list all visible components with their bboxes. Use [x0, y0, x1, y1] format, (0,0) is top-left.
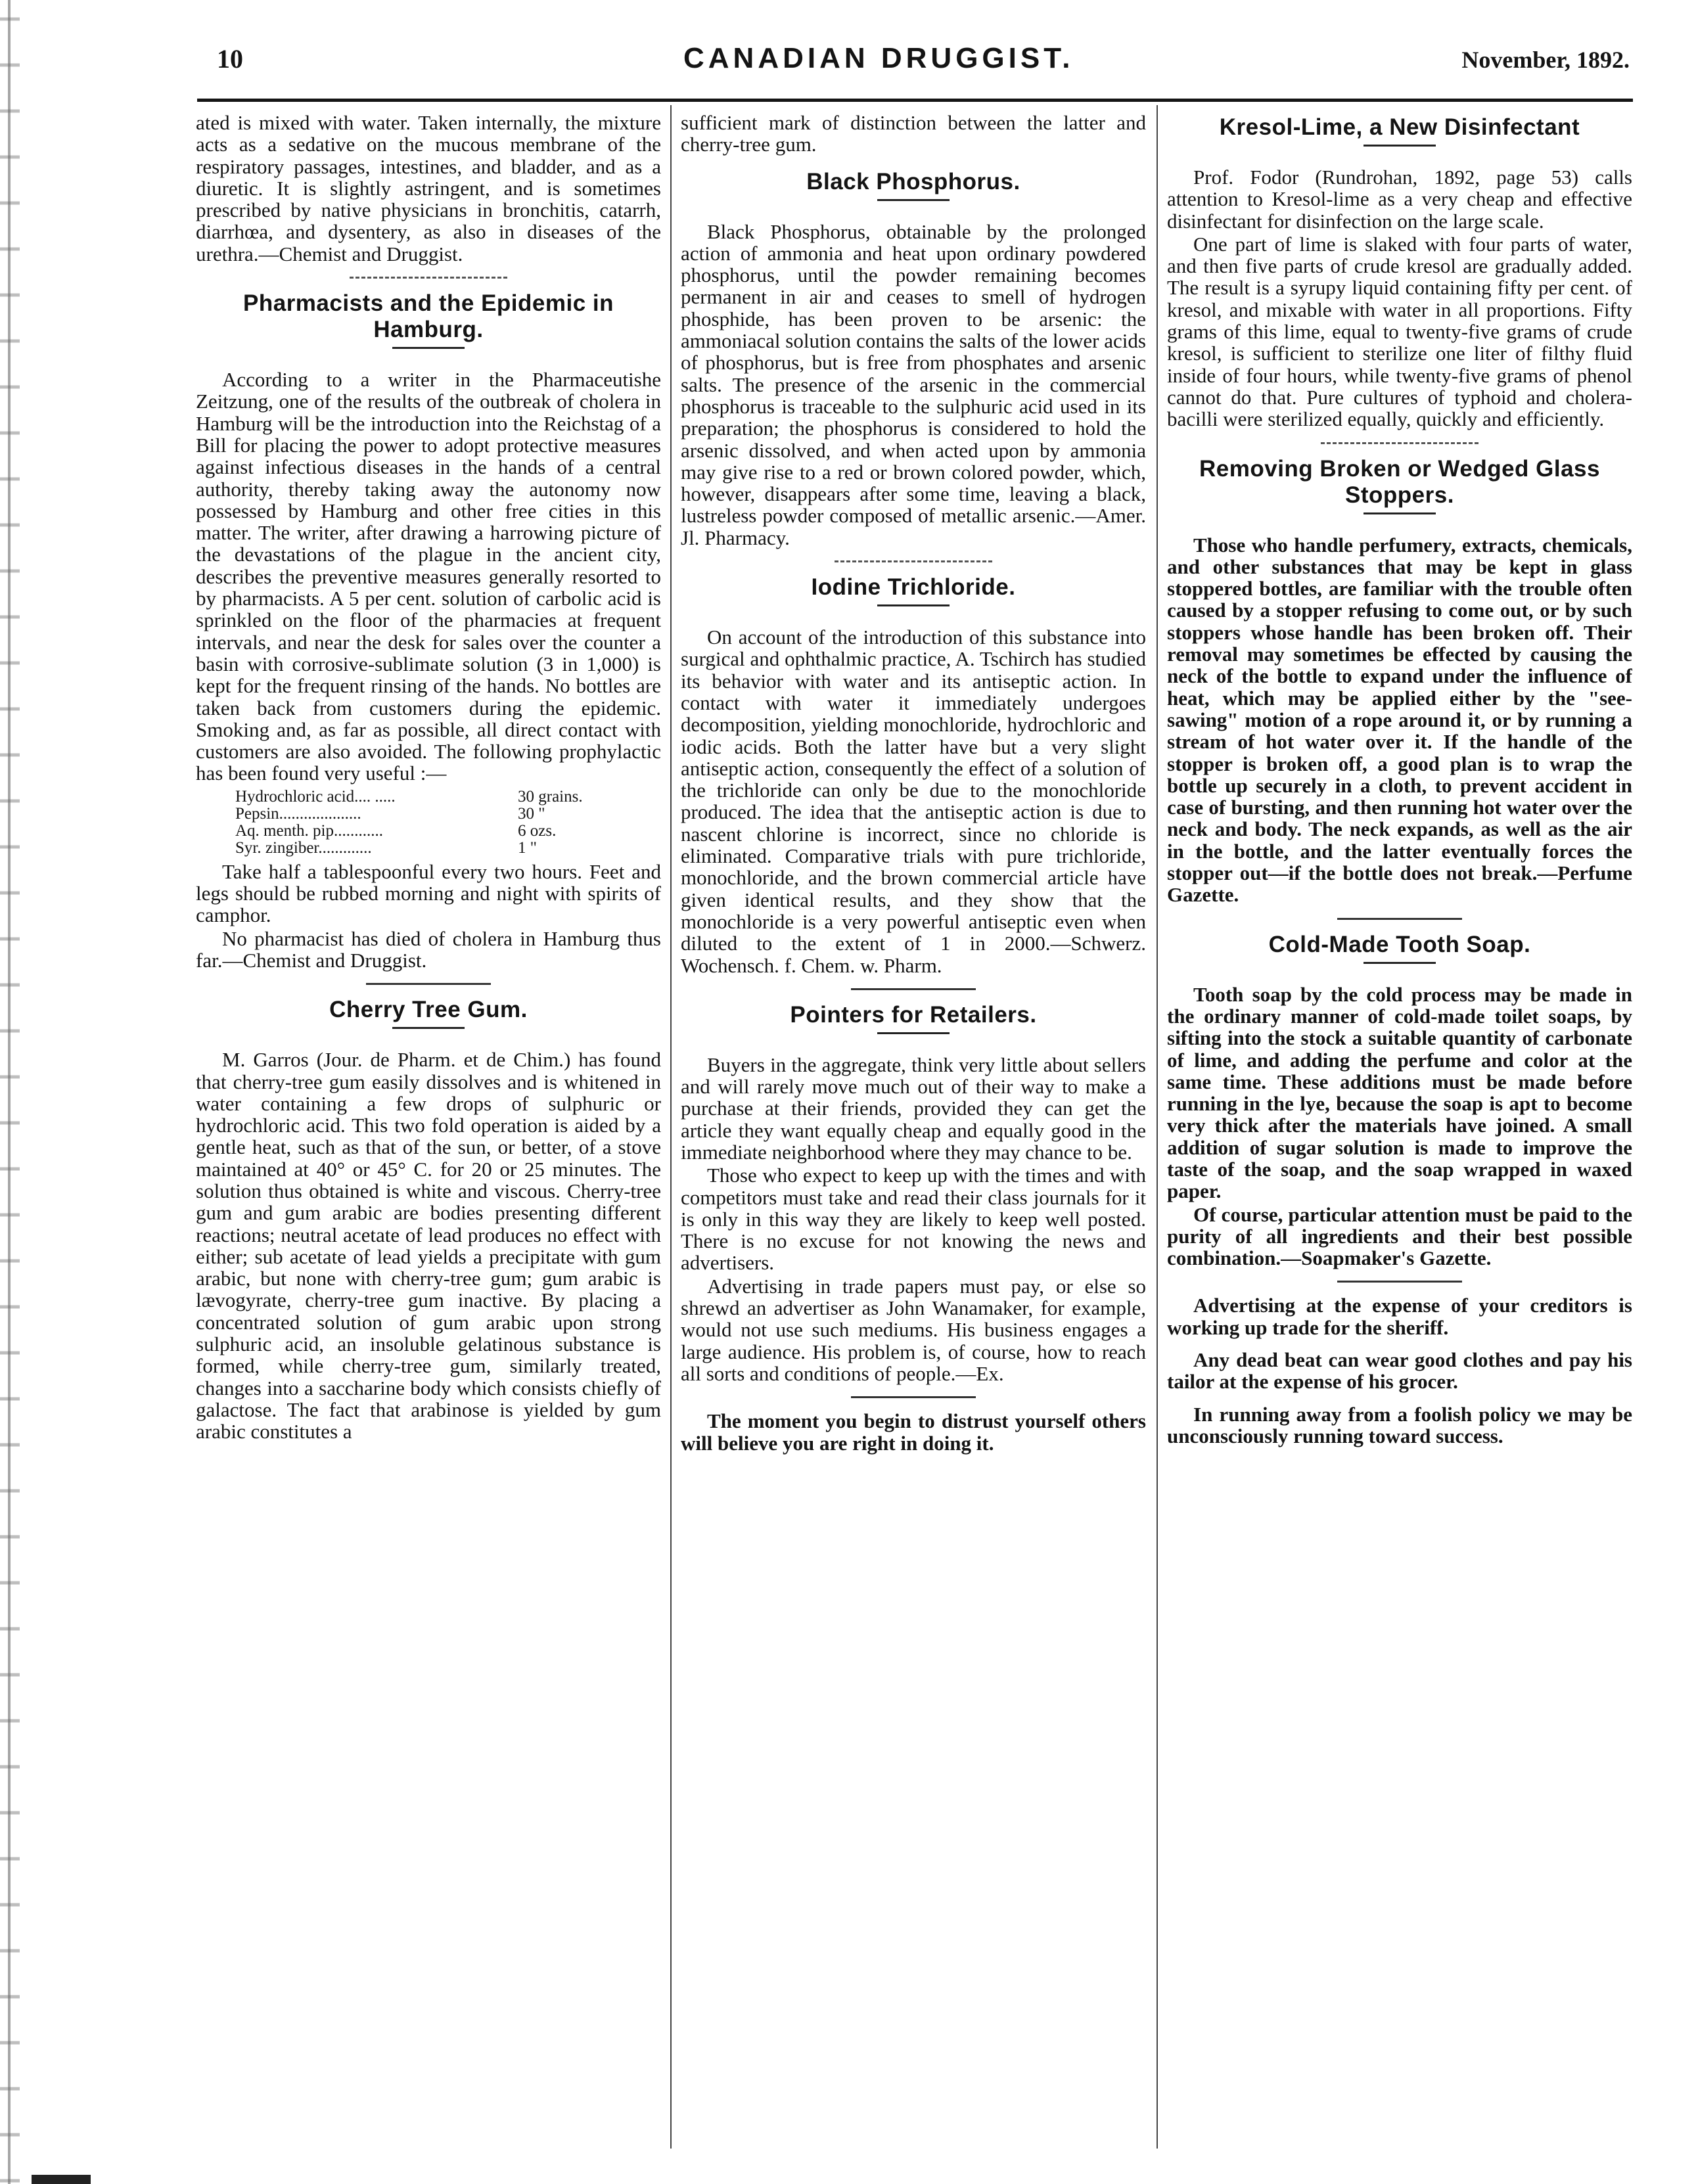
article-title: Cold-Made Tooth Soap.	[1268, 931, 1531, 957]
title-rule	[877, 604, 950, 606]
title-rule	[1364, 145, 1436, 147]
article-title: Cherry Tree Gum.	[329, 997, 528, 1023]
article-paragraph: One part of lime is slaked with four parts of water, and then five parts of crude kresol are gradually added. The result is a syrupy liquid containing fifty per cent. of kresol, and mixable with water in all proportions. Fifty grams of this lime, equal to twenty-five grams of crude kresol, is sufficient to sterilize one liter of filthy fluid inside of four hours, while twenty-five grams of phenol cannot do that. Pure cultures of typhoid and cholera-bacilli were sterilized equally, quickly and efficiently.	[1167, 232, 1632, 431]
column-2	[681, 112, 1146, 2149]
article-paragraph: Advertising in trade papers must pay, or else so shrewd an advertiser as John Wanamaker, for example, would not use such mediums. His business engages a large audience. His problem is, of course, how to reach all sorts and conditions of people.—Ex.	[681, 1274, 1146, 1385]
filler-paragraph: Any dead beat can wear good clothes and pay his tailor at the expense of his grocer.	[1167, 1348, 1632, 1394]
recipe-row	[235, 823, 661, 840]
recipe-row	[235, 788, 661, 806]
article-paragraph: According to a writer in the Pharmaceutishe Zeitzung, one of the results of the outbreak of cholera in Hamburg will be the introduction into the Reichstag of a Bill for placing the power to adopt protective measures against infectious diseases in the hands of a central authority, thereby taking away the autonomy now possessed by Hamburg and other free cities in this matter. The writer, after drawing a harrowing picture of the devastations of the plague in the ancient city, describes the preventive measures generally resorted to by pharmacists. A 5 per cent. solution of carbolic acid is sprinkled on the floor of the pharmacies at frequent intervals, and near the desk for sales over the counter a basin with corrosive-sublimate solution (3 in 1,000) is kept for the frequent rinsing of the hands. No bottles are taken back from customers during the epidemic. Smoking and, as far as possible, all direct contact with customers are also avoided. The following prophylactic has been found very useful :—	[196, 368, 661, 785]
page-header	[217, 39, 1630, 85]
article-paragraph: Buyers in the aggregate, think very little about sellers and will rarely move much out of their way to make a purchase at their friends, provided they can get the article they want equally cheap and equally good in the immediate neighborhood where they may chance to be.	[681, 1053, 1146, 1164]
article-paragraph: M. Garros (Jour. de Pharm. et de Chim.) has found that cherry-tree gum easily dissolves and is whitened in water containing a few drops of sulphuric or hydrochloric acid. This two fold operation is aided by a gentle heat, such as that of the sun, or better, of a stove maintained at 40° or 45° C. for 20 or 25 minutes. The solution thus obtained is white and viscous. Cherry-tree gum and gum arabic are bodies presenting different reactions; neutral acetate of lead produces no effect with either; sub acetate of lead yields a precipitate with gum arabic, but none with cherry-tree gum; gum arabic is lævogyrate, cherry-tree gum inactive. By placing a concentrated solution of gum arabic upon strong sulphuric acid, an insoluble gelatinous substance is formed, while cherry-tree gum, similarly treated, changes into a saccharine body which consists chiefly of galactose. The fact that arabinose is yielded by gum arabic constitutes a	[196, 1048, 661, 1444]
issue-date: November, 1892.	[1461, 47, 1630, 73]
filler-paragraph: The moment you begin to distrust yourself others will believe you are right in doing it.	[681, 1409, 1146, 1455]
title-rule	[877, 1032, 950, 1034]
article-paragraph: No pharmacist has died of cholera in Hamburg thus far.—Chemist and Druggist.	[196, 926, 661, 972]
section-separator	[1337, 918, 1462, 920]
title-rule	[1364, 962, 1436, 964]
section-separator	[851, 988, 976, 990]
filler-paragraph: Advertising at the expense of your creditors is working up trade for the sheriff.	[1167, 1294, 1632, 1339]
recipe-table	[235, 788, 661, 857]
article-title: Iodine Trichloride.	[811, 574, 1016, 601]
article-paragraph: Tooth soap by the cold process may be made in the ordinary manner of cold-made toilet soaps, by sifting into the stock a suitable quantity of carbonate of lime, and adding the perfume and color at the same time. These additions must be made before running in the lye, because the soap is apt to become very thick after the materials have joined. A small addition of sugar solution is made to improve the taste of the soap, and the soap wrapped in waxed paper.	[1167, 982, 1632, 1203]
recipe-quantity: 30 grains.	[518, 787, 583, 806]
article-title: Kresol-Lime, a New Disinfectant	[1219, 114, 1580, 140]
header-rule	[197, 99, 1633, 102]
filler-paragraph: In running away from a foolish policy we may be unconsciously running toward success.	[1167, 1402, 1632, 1447]
recipe-ingredient: Syr. zingiber.............	[235, 839, 372, 857]
article-paragraph: On account of the introduction of this substance into surgical and ophthalmic practice, A. Tschirch has studied its behavior with water and its antiseptic action. In contact with water it immediately undergoes decomposition, yielding monochloride, hydrochloric and iodic acids. Both the latter have but a very slight antiseptic action, consequently the effect of a solution of the trichloride can only be due to the monochloride produced. The idea that the antiseptic action is due to nascent chlorine is incorrect, since no chloride is eliminated. Comparative trials with pure trichloride, monochloride, and the brown commercial article have given identical results, and they show that the monochloride is a very powerful antiseptic even when diluted to the extent of 1 in 2000.—Schwerz. Wochensch. f. Chem. w. Pharm.	[681, 626, 1146, 977]
title-rule	[392, 347, 465, 349]
recipe-row	[235, 806, 661, 823]
continued-paragraph: ated is mixed with water. Taken internally, the mixture acts as a sedative on the mucous membrane of the respiratory passages, intestines, and bladder, and as a diuretic. It is slightly astringent, and is sometimes prescribed by native physicians in bronchitis, catarrh, diarrhœa, and dysentery, as also in diseases of the urethra.—Chemist and Druggist.	[196, 112, 661, 265]
title-rule	[1364, 512, 1436, 514]
continued-paragraph: sufficient mark of distinction between the latter and cherry-tree gum.	[681, 112, 1146, 156]
recipe-quantity: 1 "	[518, 838, 537, 857]
article-paragraph: Take half a tablespoonful every two hours. Feet and legs should be rubbed morning and night with spirits of camphor.	[196, 859, 661, 927]
page-number: 10	[217, 44, 243, 74]
article-paragraph: Prof. Fodor (Rundrohan, 1892, page 53) calls attention to Kresol-lime as a very cheap and effective disinfectant for disinfection on the large scale.	[1167, 166, 1632, 233]
column-divider	[1157, 105, 1158, 2149]
recipe-quantity: 30 "	[518, 804, 545, 823]
scan-edge-line	[8, 0, 11, 2184]
article-paragraph: Black Phosphorus, obtainable by the prolonged action of ammonia and heat upon ordinary powdered phosphorus, until the powder remaining becomes permanent in air and ceases to smell of hydrogen phosphide, has been proven to be arsenic: the ammoniacal solution contains the salts of the lower acids of phosphorus, but is free from phosphates and arsenic salts. The presence of the arsenic in the commercial phosphorus is traceable to the sulphuric acid used in its preparation; the phosphorus is considered to hold the arsenic dissolved, and when acted upon by ammonia may give rise to a red or brown colored powder, which, however, disappears after some time, leaving a black, lustreless powder composed of metallic arsenic.—Amer. Jl. Pharmacy.	[681, 219, 1146, 549]
section-separator	[835, 560, 992, 562]
title-rule	[877, 199, 950, 201]
section-separator	[851, 1396, 976, 1398]
section-separator	[1321, 442, 1478, 444]
column-divider	[670, 105, 672, 2149]
recipe-ingredient: Hydrochloric acid.... .....	[235, 788, 396, 806]
article-title: Pharmacists and the Epidemic in Hamburg.	[243, 290, 614, 343]
recipe-ingredient: Pepsin....................	[235, 805, 361, 823]
article-title: Pointers for Retailers.	[790, 1001, 1037, 1028]
column-1	[196, 112, 661, 2149]
section-separator	[350, 277, 507, 279]
section-separator	[366, 983, 491, 985]
column-3	[1167, 112, 1632, 2149]
section-separator	[1337, 1281, 1462, 1283]
article-paragraph: Of course, particular attention must be paid to the purity of all ingredients and their best possible combination.—Soapmaker's Gazette.	[1167, 1202, 1632, 1270]
recipe-ingredient: Aq. menth. pip............	[235, 822, 383, 840]
scan-edge-mark	[32, 2175, 91, 2184]
article-paragraph: Those who handle perfumery, extracts, chemicals, and other substances that may be kept in glass stoppered bottles, are familiar with the trouble often caused by a stopper refusing to come out, or by such stoppers whose handle has been broken off. Their removal may sometimes be effected by causing the neck of the bottle to expand under the influence of heat, which may be applied either by the "see-sawing" motion of a rope around it, or by running a stream of hot water over it. If the handle of the stopper is broken off, a good plan is to wrap the bottle up securely in a cloth, to prevent accident in case of bursting, and then running hot water over the neck and body. The neck expands, as well as the air in the bottle, and the latter eventually forces the stopper out—if the bottle does not break.—Perfume Gazette.	[1167, 533, 1632, 907]
article-title: Removing Broken or Wedged Glass Stoppers.	[1199, 455, 1600, 508]
title-rule	[392, 1027, 465, 1029]
article-title: Black Phosphorus.	[806, 168, 1020, 194]
recipe-row	[235, 840, 661, 857]
journal-title: CANADIAN DRUGGIST.	[683, 42, 1074, 74]
recipe-quantity: 6 ozs.	[518, 821, 557, 840]
article-paragraph: Those who expect to keep up with the times and with competitors must take and read their class journals for it is only in this way they are likely to keep well posted. There is no excuse for not knowing the news and advertisers.	[681, 1164, 1146, 1275]
